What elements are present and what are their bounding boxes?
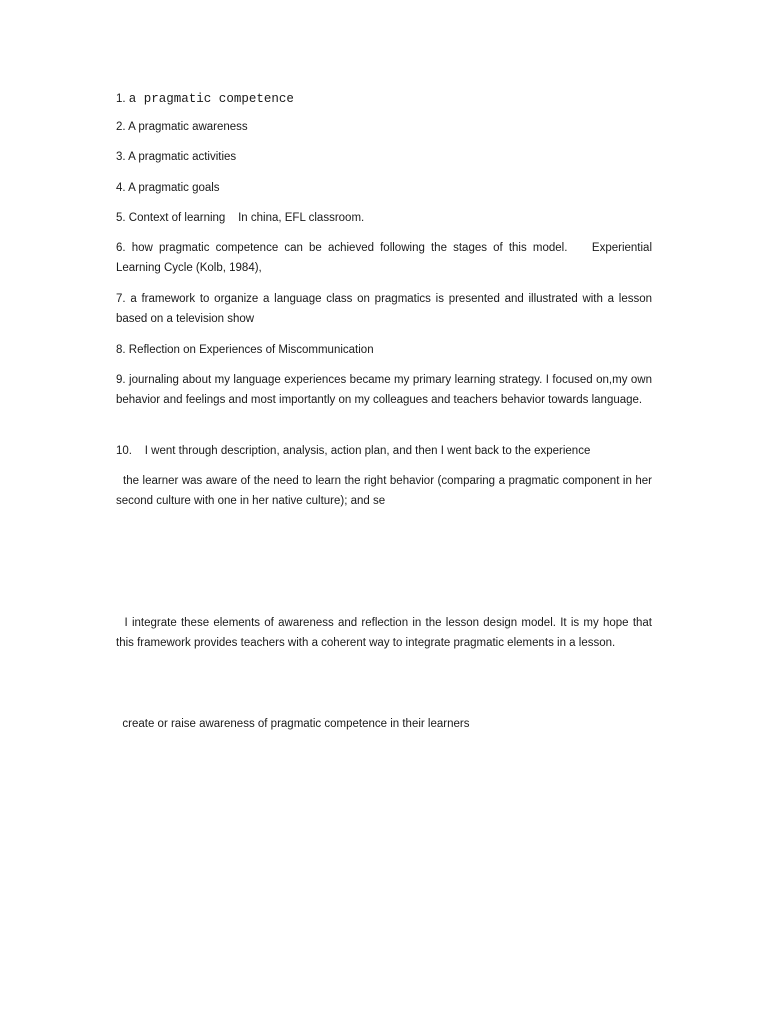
list-item-3: 3. A pragmatic activities (116, 151, 237, 163)
list-item-8: 8. Reflection on Experiences of Miscommunication (116, 344, 374, 356)
list-item-4: 4. A pragmatic goals (116, 182, 220, 194)
list-item-10: 10. I went through description, analysis, action plan, and then I went back to the experience (116, 445, 591, 457)
list-item-7: 7. a framework to organize a language class on pragmatics is presented and illustrated with a lesson based on a television show (116, 293, 656, 325)
list-item-2: 2. A pragmatic awareness (116, 121, 248, 133)
list-item-9: 9. journaling about my language experiences became my primary learning strategy. I focused on,my own behavior and feelings and most importantly on my colleagues and teachers behavior towards language. (116, 374, 656, 406)
list-item-1-number: 1. (116, 93, 126, 105)
learner-paragraph: the learner was aware of the need to learn the right behavior (comparing a pragmatic component in her second culture with one in her native culture); and se (116, 475, 656, 507)
integration-paragraph: I integrate these elements of awareness and reflection in the lesson design model. It is my hope that this framework provides teachers with a coherent way to integrate pragmatic elements in a lesson. (116, 617, 656, 649)
list-item-1-text: a pragmatic competence (128, 92, 294, 106)
list-item-5: 5. Context of learning In china, EFL classroom. (116, 212, 365, 224)
list-item-6: 6. how pragmatic competence can be achieved following the stages of this model. Experiential Learning Cycle (Kolb, 1984), (116, 242, 656, 274)
list-item-1 (116, 89, 652, 109)
awareness-paragraph: create or raise awareness of pragmatic competence in their learners (116, 718, 470, 730)
